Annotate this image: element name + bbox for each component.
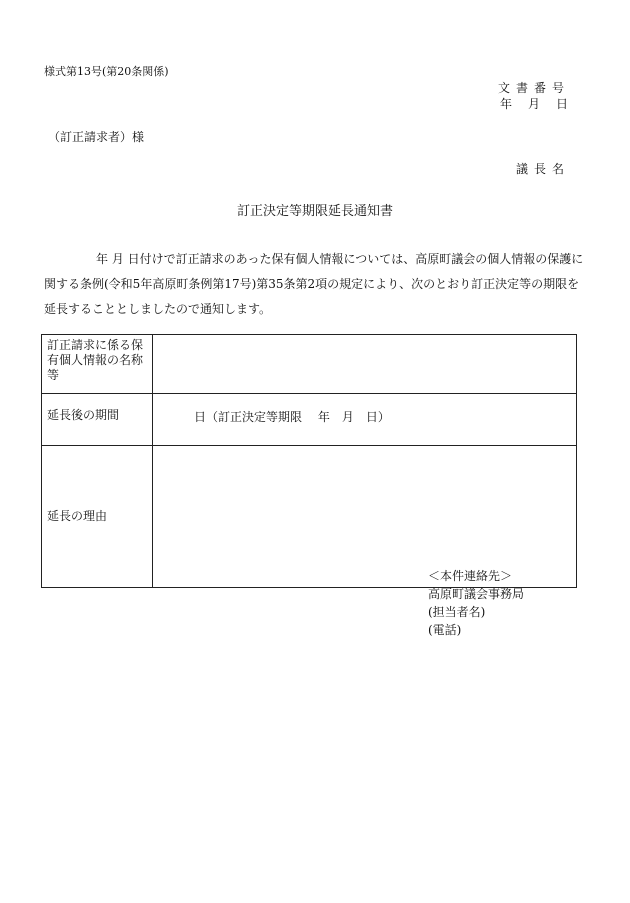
document-date: 年 月 日 [499,97,570,111]
chair-name: 議長名 [515,162,570,176]
document-title: 訂正決定等期限延長通知書 [236,204,393,219]
row-label-info-name: 訂正請求に係る保有個人情報の名称等 [42,335,153,394]
requester-name: （訂正請求者）様 [48,130,145,144]
row-value-extended-period: 日（訂正決定等期限 年 月 日） [153,394,577,446]
body-line-2: 関する条例(令和5年高原町条例第17号)第35条第2項の規定により、次のとおり訂正決定等の期限を [44,277,580,291]
body-line-3: 延長することとしましたので通知します。 [44,302,272,316]
contact-person: (担当者名) [428,605,486,619]
body-line-1: 年 月 日付けで訂正請求のあった保有個人情報については、高原町議会の個人情報の保護に [96,252,584,266]
contact-phone: (電話) [428,623,462,637]
body-text [44,247,589,322]
form-number: 様式第13号(第20条関係) [44,65,169,78]
contact-office: 高原町議会事務局 [428,587,525,601]
document-number: 文書番号 [497,81,570,95]
table-row [42,335,577,394]
row-value-info-name [153,335,577,394]
contact-heading: ＜本件連絡先＞ [428,569,513,583]
table-row [42,394,577,446]
contact-block [428,567,524,639]
info-table [41,334,577,588]
row-label-extended-period: 延長後の期間 [42,394,153,446]
row-label-extension-reason: 延長の理由 [42,446,153,588]
